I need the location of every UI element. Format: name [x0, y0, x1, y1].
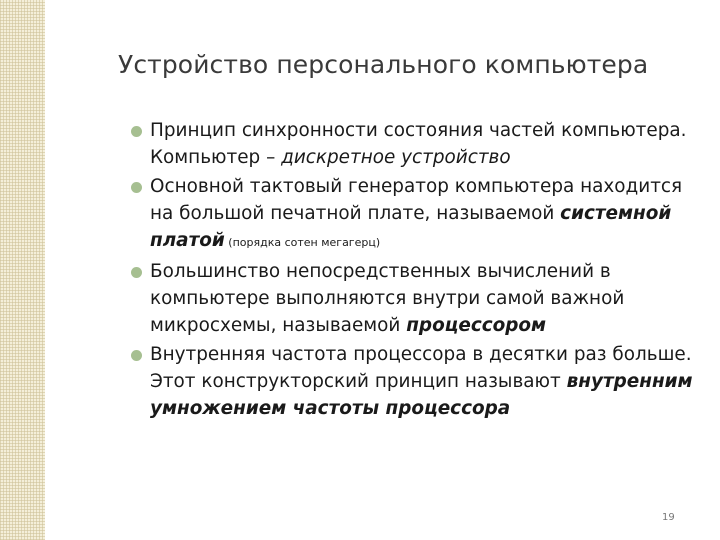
bullet-item	[131, 117, 711, 171]
bullet-item	[131, 258, 711, 339]
bullet-text: Принцип синхронности состояния частей компьютера. Компьютер –	[150, 120, 687, 168]
bullet-text: Основной тактовый генератор компьютера находится на большой печатной плате, называемой	[150, 176, 683, 224]
bullet-note: (порядка сотен мегагерц)	[224, 236, 381, 249]
slide-title: Устройство персонального компьютера	[118, 50, 649, 79]
bullet-dot-icon	[131, 126, 142, 137]
bullet-text: Большинство непосредственных вычислений в компьютере выполняются внутри самой важной микросхемы, называемой	[150, 261, 625, 336]
decorative-side-stripe	[0, 0, 45, 540]
bullet-term: процессором	[406, 315, 547, 336]
bullet-text: Внутренняя частота процессора в десятки раз больше. Этот конструкторский принцип называют	[150, 344, 692, 392]
bullet-list	[131, 117, 711, 422]
bullet-emphasis: дискретное устройство	[281, 147, 511, 168]
bullet-dot-icon	[131, 182, 142, 193]
bullet-term: системной платой	[150, 203, 672, 251]
page-number: 19	[662, 512, 675, 523]
bullet-dot-icon	[131, 350, 142, 361]
bullet-term: внутренним умножением частоты процессора	[150, 371, 693, 419]
bullet-dot-icon	[131, 267, 142, 278]
bullet-item	[131, 173, 711, 256]
bullet-item	[131, 341, 711, 422]
